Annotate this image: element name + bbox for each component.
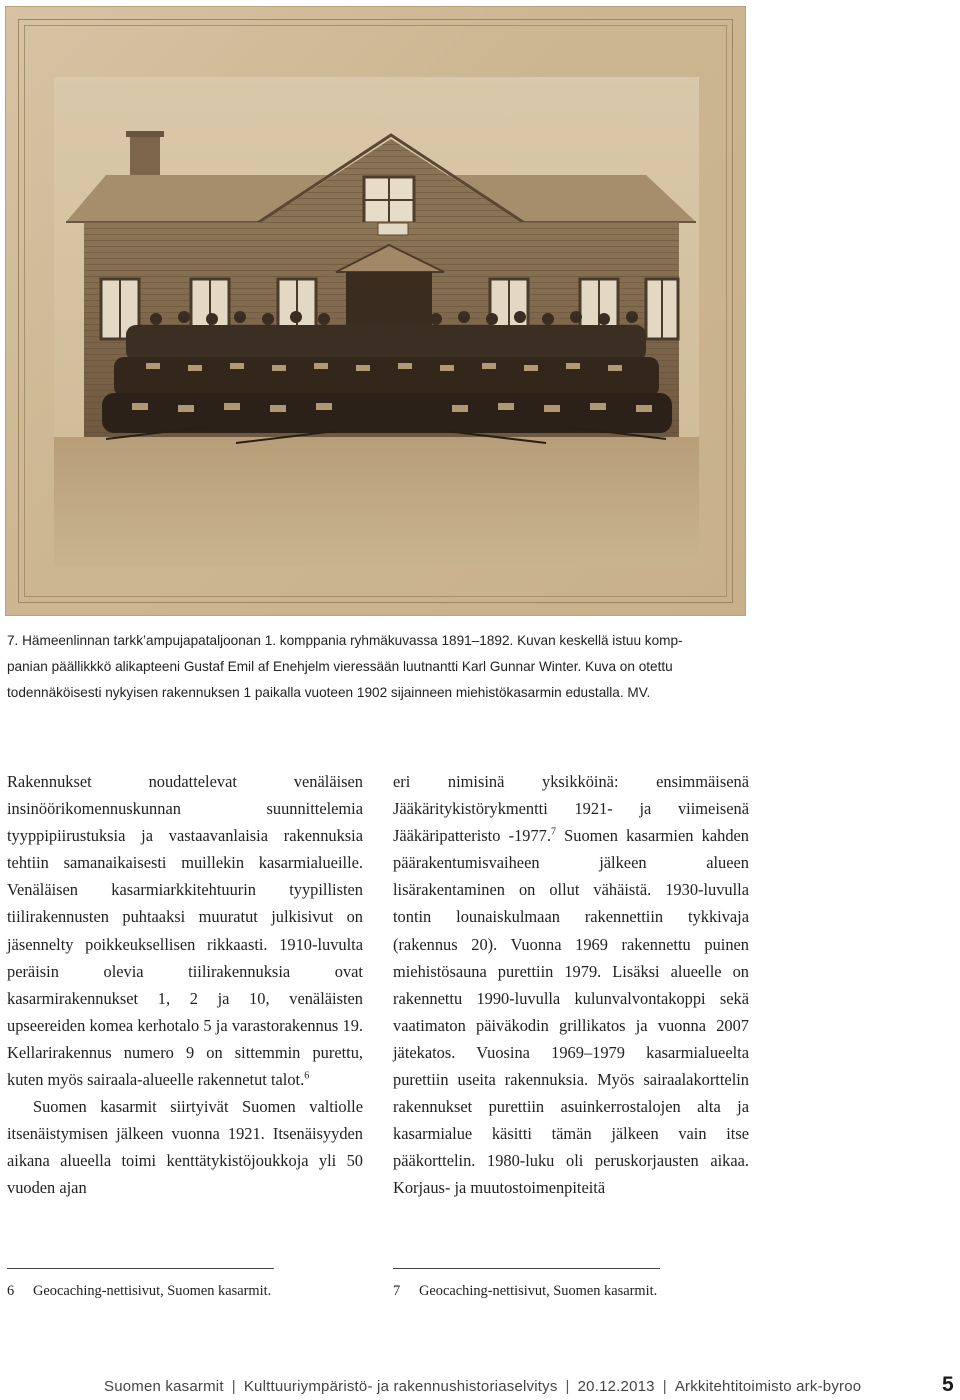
ground xyxy=(54,437,699,567)
footer-author: Arkkitehtitoimisto ark-byroo xyxy=(674,1378,862,1395)
photo-credit-mark xyxy=(687,531,697,555)
historical-photograph xyxy=(5,6,746,616)
footer-separator: | xyxy=(231,1378,236,1395)
figure-caption xyxy=(7,628,747,706)
body-column-right xyxy=(393,768,749,1202)
soldiers-group xyxy=(102,311,672,443)
running-footer xyxy=(104,1376,861,1398)
body-paragraph: Suomen kasarmit siirtyivät Suomen valtiolle itsenäistymisen jälkeen vuonna 1921. Itsenäisyyden aikana alueella toimi kenttätykistöjoukkoja yli 50 vuoden ajan xyxy=(7,1097,363,1198)
footer-date: 20.12.2013 xyxy=(577,1378,655,1395)
page-number: 5 xyxy=(942,1373,954,1396)
footnote-number: 7 xyxy=(393,1283,401,1299)
footer-report-title: Kulttuuriympäristö- ja rakennushistoriaselvitys xyxy=(243,1378,558,1395)
footnote-divider xyxy=(393,1268,660,1269)
footnote-number: 6 xyxy=(7,1283,15,1299)
footer-separator: | xyxy=(662,1378,667,1395)
chimney xyxy=(130,135,160,179)
footnote-ref[interactable]: 7 xyxy=(550,826,556,838)
footnote-divider xyxy=(7,1268,274,1269)
footnote-ref[interactable]: 6 xyxy=(304,1070,310,1082)
footnote-text: Geocaching-nettisivut, Suomen kasarmit. xyxy=(419,1283,658,1299)
body-paragraph xyxy=(393,768,749,1202)
footnote-text: Geocaching-nettisivut, Suomen kasarmit. xyxy=(33,1283,272,1299)
body-column-left xyxy=(7,768,363,1202)
footer-publication: Suomen kasarmit xyxy=(104,1378,224,1395)
door-sign xyxy=(378,223,408,235)
caption-line: 7. Hämeenlinnan tarkk’ampujapataljoonan 1. komppania ryhmäkuvassa 1891–1892. Kuvan keskellä istuu komp- xyxy=(7,633,683,648)
paragraph-text: Suomen kasarmien kahden päärakentumisvaiheen jälkeen alueen lisärakentaminen on ollut vähäistä. 1930-luvulla tontin lounaiskulmaan rakennettiin tykkivaja (rakennus 20). Vuonna 1969 rakennettu puinen miehistösauna purettiin 1979. Lisäksi alueelle on rakennettu 1990-luvulla kulunvalvontakoppi sekä vaatimaton päiväkodin grillikatos ja vuonna 2007 jätekatos. Vuosina 1969–1979 kasarmialueelta purettiin useita rakennuksia. Myös sairaalakorttelin rakennukset purettiin asuinkerrostalojen alta ja kasarmialue käsitti tämän jälkeen vain itse pääkorttelin. 1980-luku oli peruskorjausten aikaa. Korjaus- ja muutostoimenpiteitä xyxy=(393,826,749,1198)
paragraph-text: eri nimisinä yksikköinä: ensimmäisenä Jääkäritykistörykmentti 1921- ja viimeisenä Jääkäripatteristo -1977. xyxy=(393,772,749,846)
caption-line: panian päällikkkö alikapteeni Gustaf Emil af Enehjelm vieressään luutnantti Karl Gunnar Winter. Kuva on otettu xyxy=(7,659,673,674)
paragraph-text: Rakennukset noudattelevat venäläisen insinöörikomennuskunnan suunnittelemia tyyppipiirustuksia ja vastaavanlaisia rakennuksia tehtiin samanaikaisesti muillekin kasarmialueille. Venäläisen kasarmiarkkitehtuurin tyypillisten tiilirakennusten puhtaaksi muuratut julkisivut on jäsennelty poikkeuksellisen rikkaasti. 1910-luvulta peräisin olevia tiilirakennuksia ovat kasarmirakennukset 1, 2 ja 10, venäläisten upseereiden komea kerhotalo 5 ja varastorakennus 19. Kellarirakennus numero 9 on sittemmin purettu, kuten myös sairaala-alueelle rakennetut talot. xyxy=(7,772,363,1090)
body-paragraph xyxy=(7,768,363,1093)
footer-separator: | xyxy=(565,1378,570,1395)
footnote xyxy=(7,1280,271,1302)
caption-line: todennäköisesti nykyisen rakennuksen 1 paikalla vuoteen 1902 sijainneen miehistökasarmin edustalla. MV. xyxy=(7,685,651,700)
photo-scene xyxy=(6,7,747,617)
footnote xyxy=(393,1280,657,1302)
